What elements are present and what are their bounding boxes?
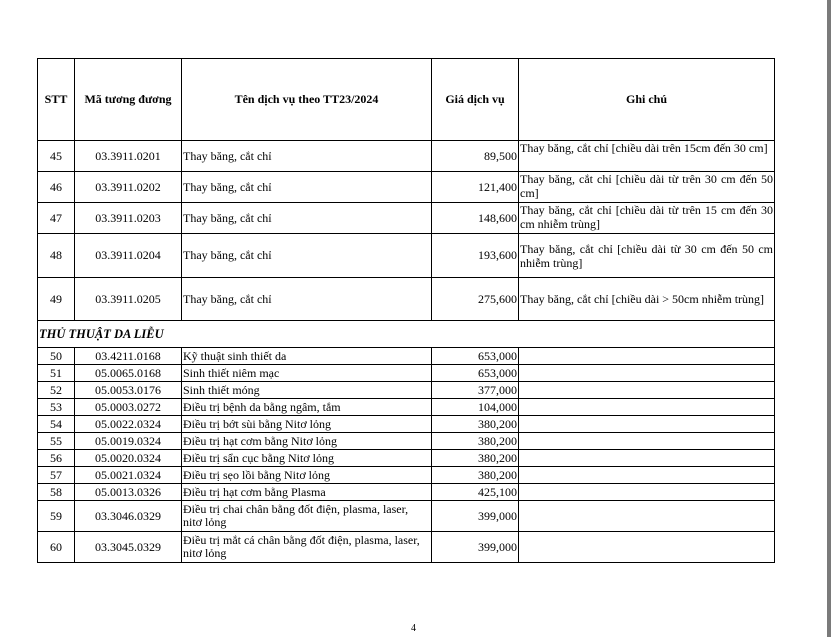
cell-code: 05.0022.0324 [75, 416, 182, 433]
cell-name: Điều trị bớt sùi bằng Nitơ lỏng [182, 416, 432, 433]
cell-name: Sinh thiết niêm mạc [182, 365, 432, 382]
cell-name: Thay băng, cắt chỉ [182, 278, 432, 321]
table-row [38, 501, 775, 532]
cell-code: 05.0013.0326 [75, 484, 182, 501]
table-row [38, 399, 775, 416]
cell-code: 03.3045.0329 [75, 532, 182, 563]
table-header-row [38, 59, 775, 141]
cell-stt: 55 [38, 433, 75, 450]
cell-note [519, 348, 775, 365]
cell-price: 380,200 [432, 450, 519, 467]
cell-note [519, 365, 775, 382]
cell-name: Điều trị sẩn cục bằng Nitơ lỏng [182, 450, 432, 467]
cell-stt: 47 [38, 203, 75, 234]
cell-note: Thay băng, cắt chỉ [chiều dài > 50cm nhiễm trùng] [519, 278, 775, 321]
cell-price: 275,600 [432, 278, 519, 321]
cell-name: Điều trị bệnh da bằng ngâm, tắm [182, 399, 432, 416]
cell-price: 653,000 [432, 365, 519, 382]
table-row [38, 141, 775, 172]
section-title: THỦ THUẬT DA LIỄU [38, 321, 775, 348]
cell-name: Điều trị mắt cá chân bằng đốt điện, plasma, laser, nitơ lỏng [182, 532, 432, 563]
cell-name: Điều trị hạt cơm bằng Plasma [182, 484, 432, 501]
cell-price: 399,000 [432, 532, 519, 563]
cell-stt: 58 [38, 484, 75, 501]
cell-note [519, 399, 775, 416]
cell-note [519, 382, 775, 399]
page-edge [827, 0, 831, 637]
cell-code: 03.3911.0205 [75, 278, 182, 321]
cell-stt: 60 [38, 532, 75, 563]
header-price: Giá dịch vụ [432, 59, 519, 141]
cell-name: Thay băng, cắt chỉ [182, 141, 432, 172]
cell-price: 104,000 [432, 399, 519, 416]
cell-code: 05.0003.0272 [75, 399, 182, 416]
cell-name: Thay băng, cắt chỉ [182, 234, 432, 278]
cell-price: 653,000 [432, 348, 519, 365]
cell-note [519, 532, 775, 563]
cell-note [519, 416, 775, 433]
cell-name: Kỹ thuật sinh thiết da [182, 348, 432, 365]
cell-price: 380,200 [432, 467, 519, 484]
cell-price: 380,200 [432, 416, 519, 433]
table-row [38, 348, 775, 365]
table-row [38, 234, 775, 278]
cell-stt: 50 [38, 348, 75, 365]
service-price-table [37, 58, 775, 563]
cell-name: Điều trị hạt cơm bằng Nitơ lỏng [182, 433, 432, 450]
cell-stt: 53 [38, 399, 75, 416]
cell-name: Điều trị sẹo lồi bằng Nitơ lỏng [182, 467, 432, 484]
cell-code: 03.3911.0204 [75, 234, 182, 278]
header-name: Tên dịch vụ theo TT23/2024 [182, 59, 432, 141]
cell-price: 399,000 [432, 501, 519, 532]
cell-note: Thay băng, cắt chỉ [chiều dài trên 15cm đến 30 cm] [519, 141, 775, 172]
cell-stt: 46 [38, 172, 75, 203]
table-row [38, 467, 775, 484]
cell-stt: 51 [38, 365, 75, 382]
cell-name: Điều trị chai chân bằng đốt điện, plasma, laser, nitơ lỏng [182, 501, 432, 532]
cell-code: 03.3911.0203 [75, 203, 182, 234]
table-row [38, 532, 775, 563]
cell-stt: 52 [38, 382, 75, 399]
table-row [38, 172, 775, 203]
cell-note: Thay băng, cắt chỉ [chiều dài từ trên 15 cm đến 30 cm nhiễm trùng] [519, 203, 775, 234]
cell-code: 03.3911.0202 [75, 172, 182, 203]
table-row [38, 203, 775, 234]
cell-note [519, 467, 775, 484]
cell-code: 05.0019.0324 [75, 433, 182, 450]
cell-stt: 45 [38, 141, 75, 172]
header-stt: STT [38, 59, 75, 141]
cell-stt: 56 [38, 450, 75, 467]
cell-stt: 57 [38, 467, 75, 484]
table-row [38, 433, 775, 450]
cell-name: Thay băng, cắt chỉ [182, 172, 432, 203]
header-code: Mã tương đương [75, 59, 182, 141]
section-row [38, 321, 775, 348]
cell-stt: 59 [38, 501, 75, 532]
cell-code: 03.4211.0168 [75, 348, 182, 365]
cell-stt: 54 [38, 416, 75, 433]
table-row [38, 278, 775, 321]
table-row [38, 416, 775, 433]
cell-note [519, 501, 775, 532]
cell-stt: 48 [38, 234, 75, 278]
cell-price: 380,200 [432, 433, 519, 450]
cell-price: 121,400 [432, 172, 519, 203]
cell-stt: 49 [38, 278, 75, 321]
cell-name: Thay băng, cắt chỉ [182, 203, 432, 234]
cell-code: 03.3046.0329 [75, 501, 182, 532]
cell-code: 05.0020.0324 [75, 450, 182, 467]
cell-price: 377,000 [432, 382, 519, 399]
cell-note [519, 484, 775, 501]
cell-code: 05.0053.0176 [75, 382, 182, 399]
cell-note [519, 450, 775, 467]
table-row [38, 450, 775, 467]
table-row [38, 382, 775, 399]
page-number: 4 [411, 623, 416, 634]
cell-price: 193,600 [432, 234, 519, 278]
cell-price: 425,100 [432, 484, 519, 501]
cell-note [519, 433, 775, 450]
cell-note: Thay băng, cắt chỉ [chiều dài từ 30 cm đến 50 cm nhiễm trùng] [519, 234, 775, 278]
cell-price: 148,600 [432, 203, 519, 234]
table-row [38, 365, 775, 382]
cell-code: 03.3911.0201 [75, 141, 182, 172]
cell-note: Thay băng, cắt chỉ [chiều dài từ trên 30 cm đến 50 cm] [519, 172, 775, 203]
cell-price: 89,500 [432, 141, 519, 172]
header-note: Ghi chú [519, 59, 775, 141]
table-row [38, 484, 775, 501]
cell-code: 05.0021.0324 [75, 467, 182, 484]
cell-code: 05.0065.0168 [75, 365, 182, 382]
cell-name: Sinh thiết móng [182, 382, 432, 399]
